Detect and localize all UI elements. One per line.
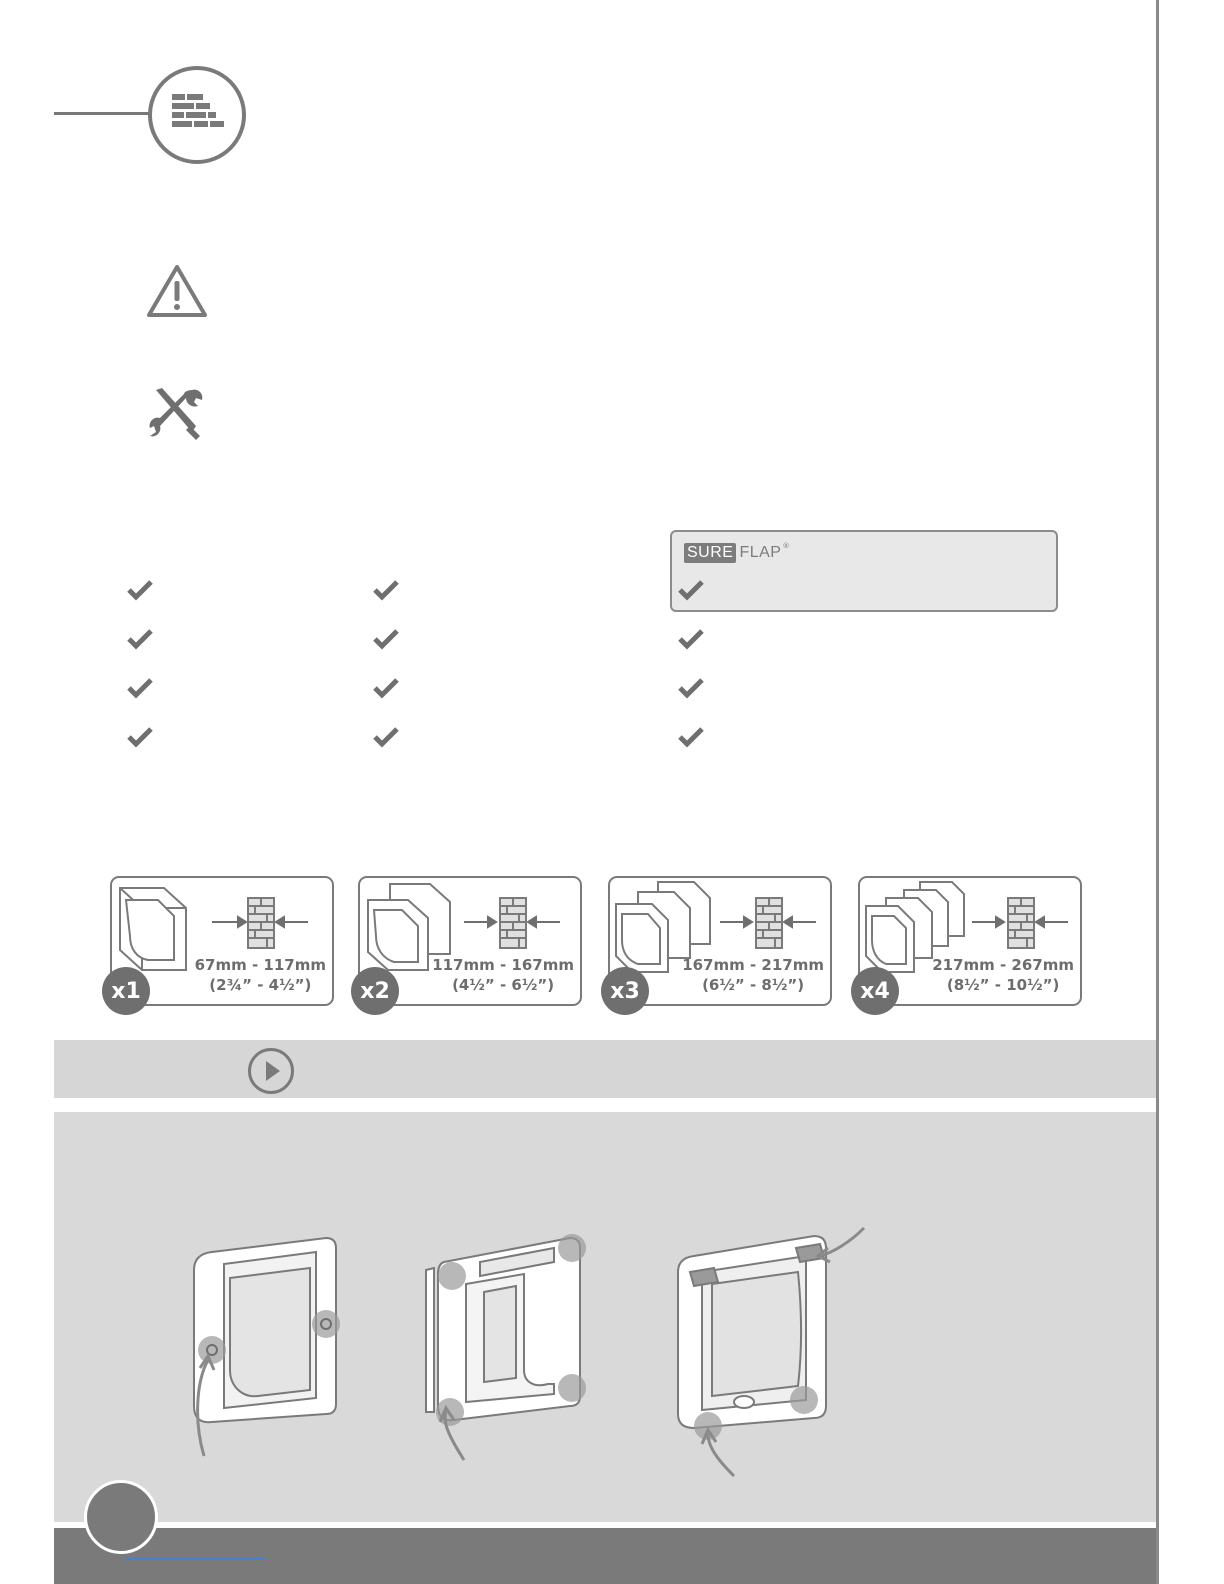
range-inches: (8½” - 10½”)	[946, 976, 1060, 994]
check-icon	[127, 628, 153, 650]
tunnel-range	[195, 956, 326, 994]
check-icon	[678, 579, 704, 601]
multiplier-badge: x4	[851, 967, 899, 1015]
tunnel-range	[932, 956, 1074, 994]
section-header-line	[54, 112, 150, 115]
brick-wall-icon	[152, 70, 242, 160]
check-icon	[373, 628, 399, 650]
installation-illustration-area	[54, 1112, 1156, 1522]
range-inches: (6½” - 8½”)	[702, 976, 805, 994]
tunnel-range	[432, 956, 574, 994]
play-icon	[251, 1051, 291, 1091]
multiplier-badge: x1	[102, 967, 150, 1015]
sureflap-compatibility-box	[670, 530, 1058, 612]
registered-mark: ®	[782, 542, 790, 550]
footer-link[interactable]	[126, 1558, 266, 1560]
sureflap-logo-sure: SURE	[684, 543, 736, 563]
check-icon	[127, 726, 153, 748]
multiplier-badge: x3	[601, 967, 649, 1015]
check-icon	[373, 579, 399, 601]
range-mm: 117mm - 167mm	[432, 956, 574, 974]
footer-bar	[54, 1528, 1156, 1584]
check-icon	[373, 677, 399, 699]
play-button[interactable]	[248, 1048, 294, 1094]
range-mm: 217mm - 267mm	[932, 956, 1074, 974]
page-number-circle	[84, 1480, 158, 1554]
page-right-rule	[1156, 0, 1159, 1584]
check-icon	[373, 726, 399, 748]
range-mm: 67mm - 117mm	[194, 956, 326, 974]
check-icon	[678, 726, 704, 748]
check-icon	[127, 579, 153, 601]
video-bar	[54, 1040, 1156, 1098]
multiplier-badge: x2	[351, 967, 399, 1015]
check-icon	[127, 677, 153, 699]
screwdriver-wrench-icon	[148, 386, 206, 442]
range-inches: (2¾” - 4½”)	[209, 976, 312, 994]
sureflap-logo-flap: FLAP	[739, 544, 782, 561]
section-icon-circle	[148, 66, 246, 164]
warning-triangle-icon	[146, 264, 208, 318]
check-icon	[678, 628, 704, 650]
range-inches: (4½” - 6½”)	[452, 976, 555, 994]
tunnel-range	[682, 956, 824, 994]
pet-door-frames-illustration	[54, 1112, 1156, 1522]
sureflap-logo	[684, 542, 789, 564]
range-mm: 167mm - 217mm	[682, 956, 824, 974]
check-icon	[678, 677, 704, 699]
